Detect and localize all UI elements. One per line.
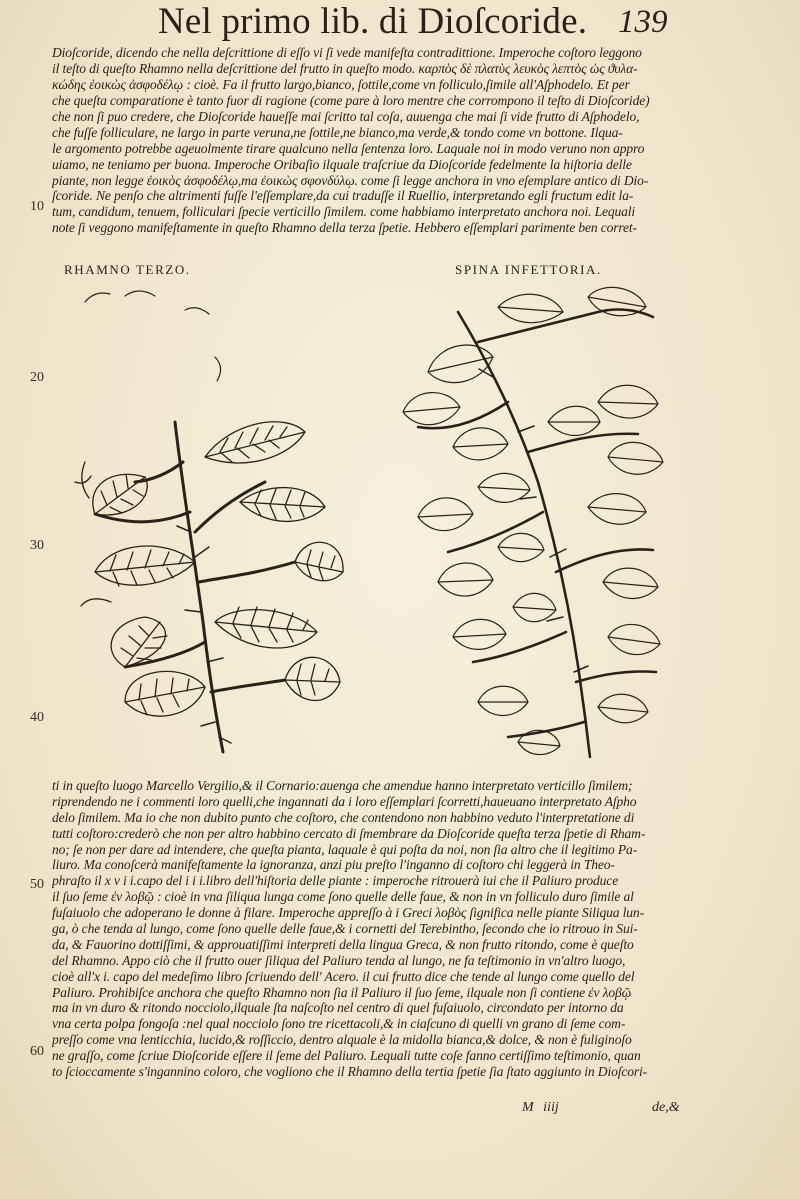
text-line: preſſo come vna lenticchia, lucido,& roſſiccio, dentro alquale è la midolla bianca,& dolce, & non è fuliginoſo	[52, 1032, 632, 1048]
text-line: fuſaiuolo che adoperano le donne à filare. Imperoche appreſſo à i Greci λοβὸς ſignifica nelle piante Siliqua lun-	[52, 905, 644, 921]
text-line: ne graſſo, come ſcriue Dioſcoride eſſere il ſeme del Paliuro. Lequali tutte coſe fanno certiſſimo teſtimonio, quan	[52, 1048, 641, 1064]
main-stem	[418, 310, 656, 757]
text-line: liuro. Ma conoſcerà manifeſtamente la ignoranza, anzi piu preſto l'inganno di coſtoro chi leggerà in Theo-	[52, 857, 615, 873]
text-line: che non ſi puo credere, che Dioſcoride haueſſe mai ſcritto tal coſa, auuenga che mai ſi vide frutto di Aſphodelo,	[52, 108, 640, 124]
leaves	[403, 287, 663, 754]
margin-line-number: 20	[30, 370, 44, 385]
margin-line-number: 40	[30, 710, 44, 725]
margin-line-number: 50	[30, 877, 44, 892]
text-line: ſcoride. Ne penſo che altrimenti fuſſe l'eſſemplare,da cui traduſſe il Ruellio, interpretando egli fructum edit la-	[52, 188, 634, 204]
text-line: riprendendo ne i commenti loro quelli,che ingannati da i loro eſſemplari ſcorretti,haueuano interpretato Aſpho	[52, 793, 637, 809]
text-line: to ſcioccamente s'ingannino coloro, che vogliono che il Rhamno della tertia ſpetie ſia ſtato aggiunto in Dioſcori-	[52, 1064, 648, 1080]
text-line: tutti coſtoro:crederò che non per altro habbino cercato di ſmembrare da Dioſcoride queſta terza ſpetie di Rham-	[52, 825, 646, 841]
signature-letter: M	[522, 1100, 534, 1115]
woodcut-spina-infettoria	[398, 282, 670, 760]
text-line: Dioſcoride, dicendo che nella deſcrittione di eſſo vi ſi vede manifeſta contradittione. Imperoche coſtoro leggono	[52, 45, 642, 60]
text-line: ga, ò che tenda al lungo, come ſono quelle delle faue,& i cornetti del Terebintho, ſecondo che io ritrouo in Sui-	[52, 921, 638, 937]
text-line: cioè all'x i. capo del medeſimo libro ſcriuendo dell' Acero. il cui frutto dice che tende al lungo come quello del	[52, 968, 635, 984]
text-line: Paliuro. Prohibiſce anchora che queſto Rhamno non ſia il Paliuro il ſuo ſeme, ilquale non ſi contiene ἐν λοβῷ	[52, 984, 632, 1000]
figure-caption-rhamno-terzo: RHAMNO TERZO.	[64, 262, 191, 277]
text-line: vna certa polpa fongoſa :nel qual nocciolo ſono tre ricettacoli,& in ciaſcuno di quelli vn grano di ſeme com-	[52, 1016, 626, 1032]
margin-line-number: 10	[30, 199, 44, 214]
bottom-text-block	[52, 778, 670, 1080]
text-line: no; ſe non per dare ad intendere, che queſta pianta, laquale è qui poſta da noi, non ſia altro che il legitimo Pa-	[52, 841, 638, 857]
margin-line-number: 30	[30, 538, 44, 553]
text-line: ma in vn duro & ritondo nocciolo,ilquale ſta naſcoſto nel centro di quel fuſaiuolo, circondato per intorno da	[52, 1000, 624, 1016]
text-line: note ſi veggono manifeſtamente in queſto Rhamno della terza ſpetie. Hebbero eſſemplari parimente ben corret-	[52, 220, 637, 236]
text-line: piante, non legge ἐοικὸς ἀσφοδέλῳ,ma ἐοικὼς σφονδύλῳ. come ſi legge anchora in vno eſemplare antico di Dio-	[52, 172, 649, 188]
top-text-block	[52, 45, 670, 236]
signature-mark	[522, 1100, 565, 1116]
text-line: phraſto il x v i i.capo del i i i.libro dell'hiſtoria delle piante : imperoche ritrouerà iui che il Paliuro produce	[52, 873, 619, 889]
text-line: che queſta comparatione è tanto fuor di ragione (come pare à loro mentre che corrompono il teſto di Dioſcoride)	[52, 92, 650, 108]
figure-caption-spina-infettoria: SPINA INFETTORIA.	[455, 262, 602, 277]
text-line: κώδης ἐοικὼς ἀσφοδέλῳ : cioè. Fa il frutto largo,bianco, ſottile,come vn folliculo,ſimile all'Aſphodelo. Et per	[52, 76, 630, 92]
page-header	[0, 2, 800, 44]
catchword: de,&	[652, 1100, 680, 1115]
text-line: tum, candidum, tenuem, folliculari ſpecie verticillo ſimilem. come habbiamo interpretato anchora noi. Lequali	[52, 204, 636, 220]
text-line: il ſuo ſeme ἐν λοβῷ : cioè in vna ſiliqua lunga come ſono quelle delle faue, & non in vn folliculo duro ſimile al	[52, 889, 634, 905]
woodcut-rhamno-terzo	[55, 282, 345, 767]
running-title: Nel primo lib. di Dioſcoride.	[158, 1, 588, 42]
text-line: delo ſimilem. Ma io che non dubito punto che coſtoro, che contendono non habbino veduto l'interpretatione di	[52, 809, 635, 825]
text-line: ti in queſto luogo Marcello Vergilio,& il Cornario:auenga che amendue hanno interpretato verticillo ſimilem;	[52, 778, 633, 793]
margin-line-number: 60	[30, 1044, 44, 1059]
signature-number: iiij	[543, 1100, 559, 1115]
fruit-cluster	[67, 291, 223, 434]
text-line: da, & Fauorino dottiſſimi, & approuatiſſimi interpreti della lingua Greca, & non frutto ritondo, come è queſto	[52, 936, 634, 952]
text-line: il teſto di queſto Rhamno nella deſcrittione del frutto in queſto modo. καρπὸς δὲ πλατὺς λευκὸς λεπτὸς ὡς ϑυλα-	[52, 60, 638, 76]
text-line: che fuſſe folliculare, ne largo in parte veruna,ne ſottile,ne bianco,ma verde,& tondo come vn bottone. Ilqua-	[52, 124, 623, 140]
text-line: le argomento potrebbe ageuolmente tirare qualcuno nella ſentenza loro. Laquale noi in modo veruno non appro	[52, 140, 645, 156]
text-line: uiamo, ne teniamo per buona. Imperoche Oribaſio ilquale traſcriue da Dioſcoride fedelmente la hiſtoria delle	[52, 156, 632, 172]
page-number: 139	[618, 4, 668, 40]
text-line: del Rhamno. Appo ciò che il frutto ouer ſiliqua del Paliuro tenda al lungo, ne fa teſtimonio in vn'altro luogo,	[52, 952, 626, 968]
